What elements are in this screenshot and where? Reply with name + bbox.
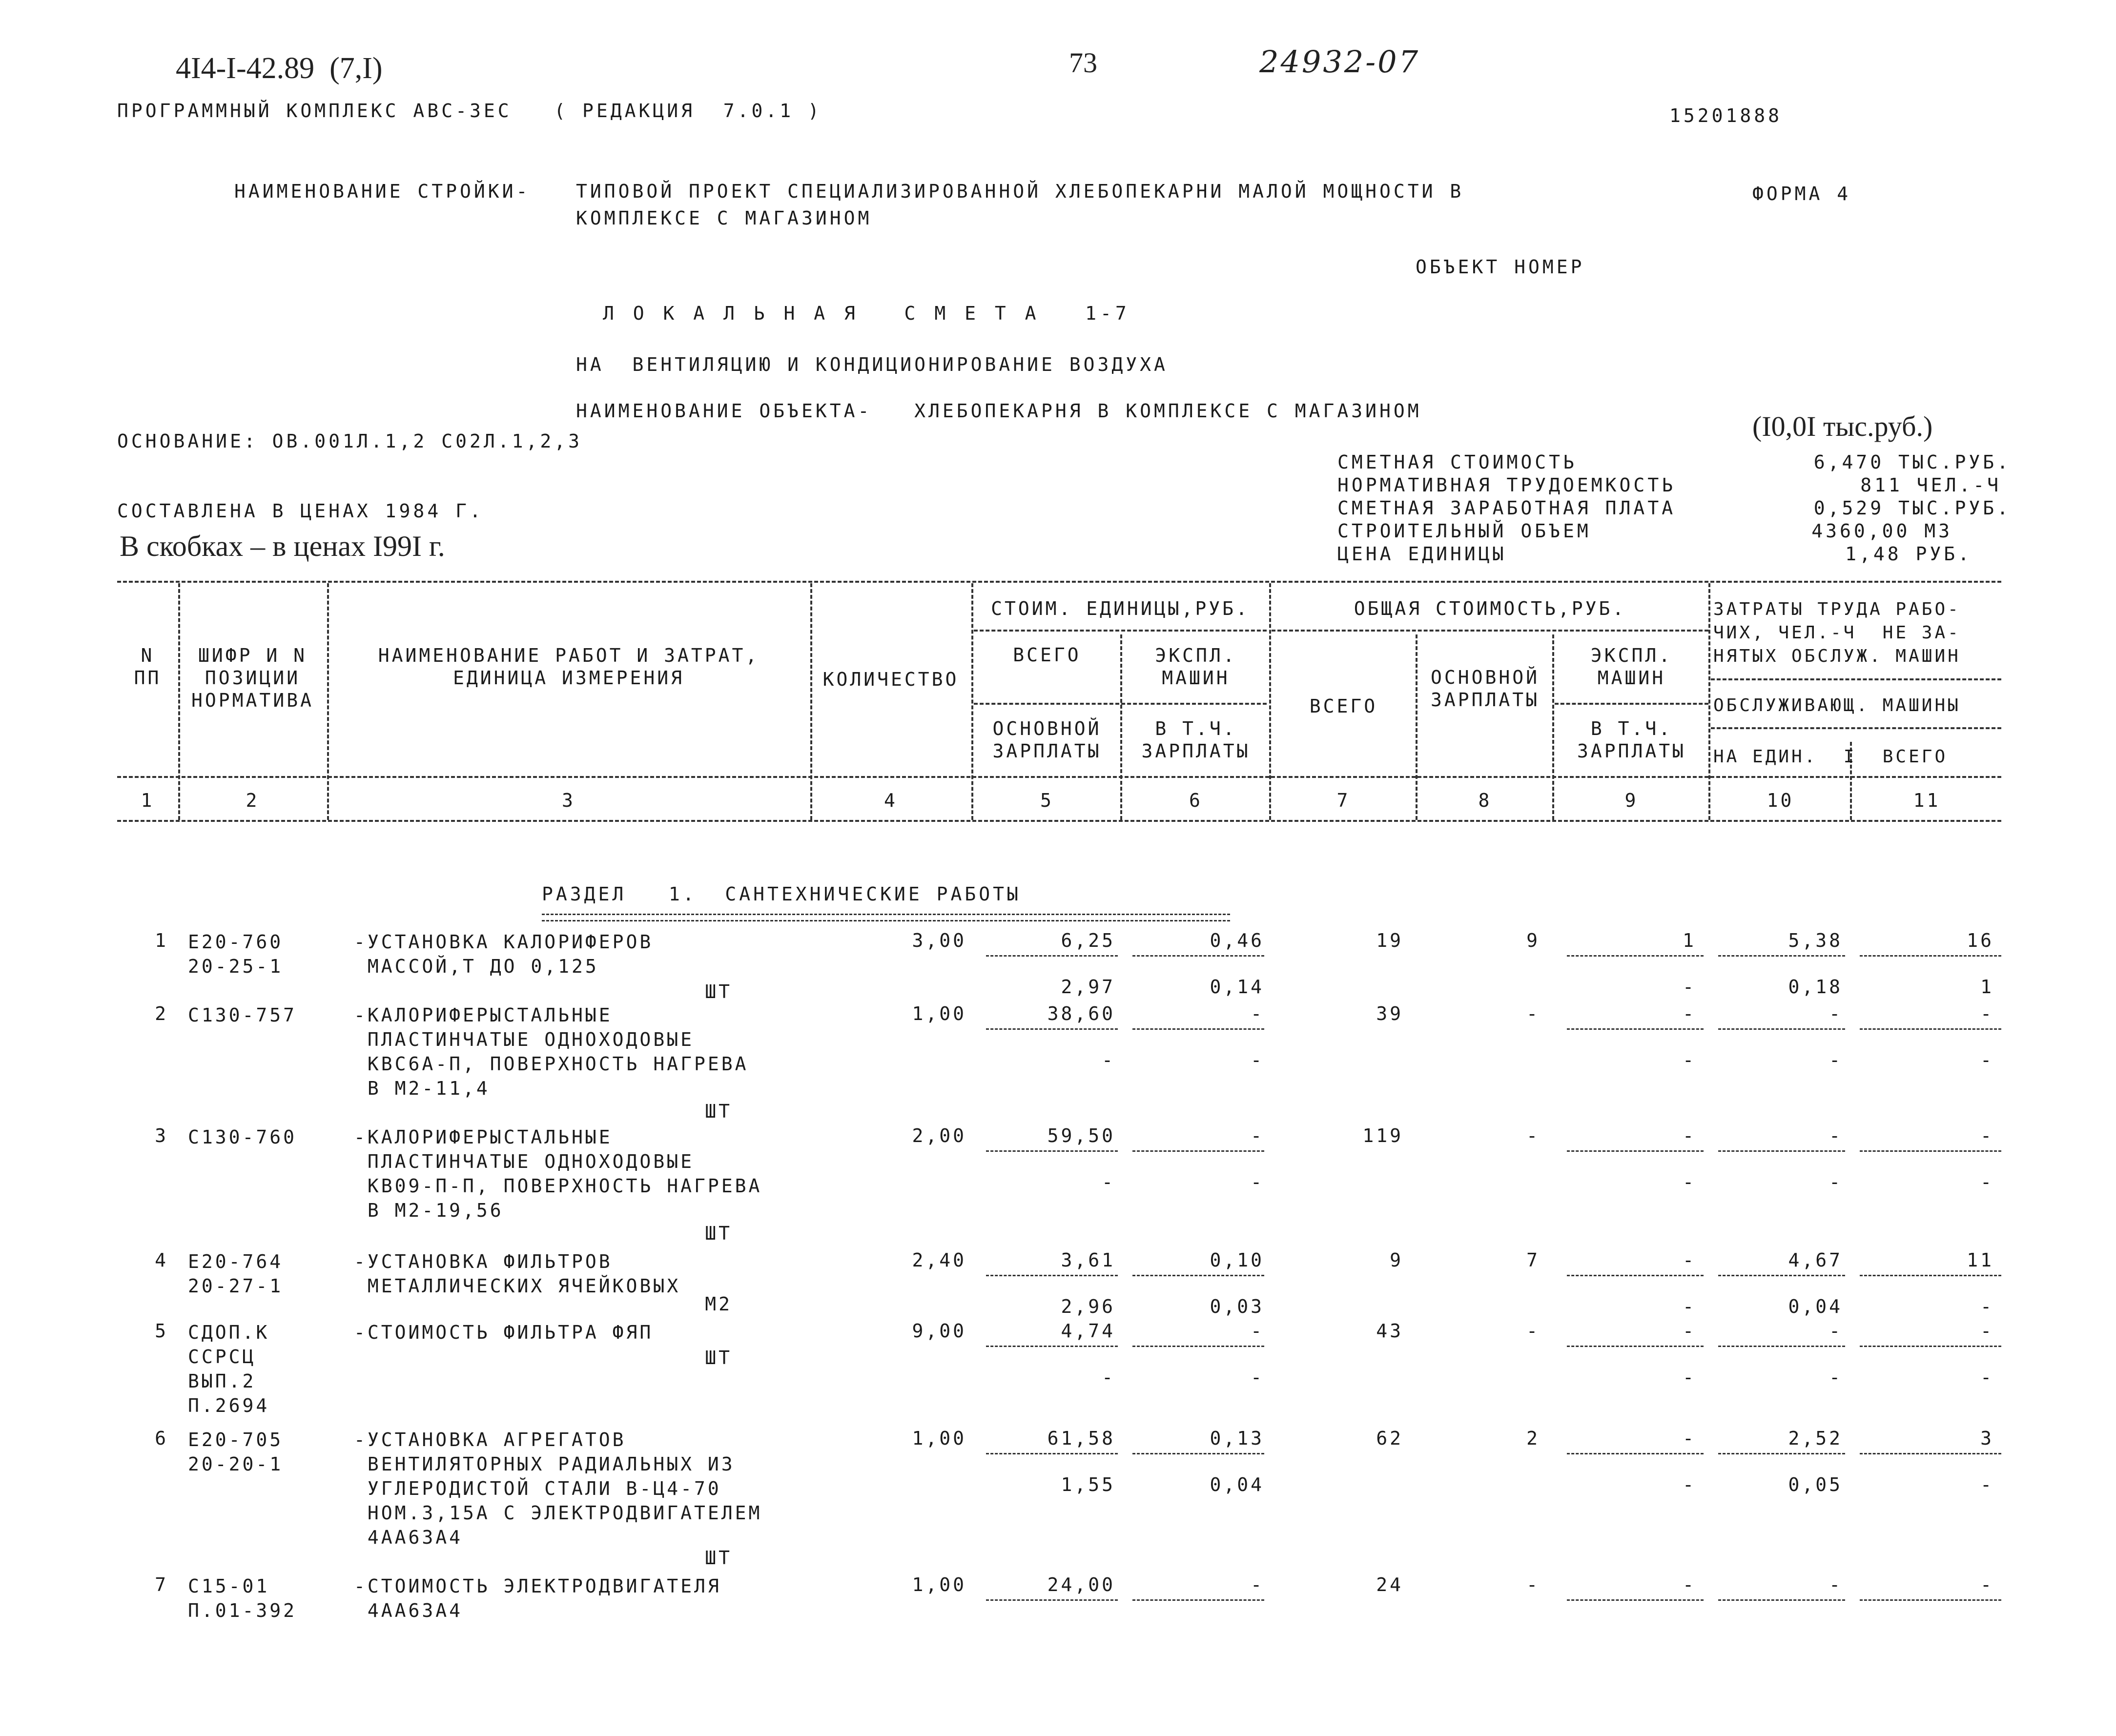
row-unit-wage: - [1102,1367,1115,1388]
section-underline [542,914,1230,921]
total-1991-note: (I0,0I тыс.руб.) [1752,410,1933,442]
unit-cost-rule [974,630,1267,632]
col-header-6b: В Т.Ч. ЗАРПЛАТЫ [1141,718,1251,762]
row-labor-machine-total: 1 [1980,976,1994,998]
col-header-unit-cost: СТОИМ. ЕДИНИЦЫ,РУБ. [991,598,1250,619]
cell-rule [986,1346,1118,1347]
row-unit: ШТ [705,1347,732,1368]
row-unit-machine: 0,10 [1210,1249,1264,1271]
summary-value: 6,470 ТЫС.РУБ. [1813,451,2011,473]
col-header-name: НАИМЕНОВАНИЕ РАБОТ И ЗАТРАТ, ЕДИНИЦА ИЗМЕРЕНИЯ [378,645,760,689]
row-unit-wage: 2,97 [1061,976,1115,998]
row-unit-machine-wage: 0,04 [1210,1474,1264,1495]
row-labor-total: - [1980,1574,1994,1595]
row-total-machine: - [1683,1003,1696,1024]
col-header-n: N ПП [134,645,162,689]
col-sep [327,583,329,820]
row-unit-total: 38,60 [1047,1003,1115,1024]
row-total-machine: 1 [1683,930,1696,951]
col-number: 9 [1624,790,1639,811]
row-code: СДОП.К ССРСЦ ВЫП.2 П.2694 [188,1322,270,1416]
summary-value: 4360,00 М3 [1811,520,1952,542]
row-labor-unit: 5,38 [1788,930,1843,951]
row-unit-machine: - [1251,1003,1264,1024]
row-unit-wage: 1,55 [1061,1474,1115,1495]
row-total-machine-wage: - [1683,1474,1696,1495]
cell-rule [1132,1453,1264,1454]
row-name: -СТОИМОСТЬ ЭЛЕКТРОДВИГАТЕЛЯ 4АА63А4 [354,1575,721,1621]
row-total-wage: - [1526,1125,1540,1146]
row-name: -УСТАНОВКА АГРЕГАТОВ ВЕНТИЛЯТОРНЫХ РАДИАЛЬНЫХ ИЗ УГЛЕРОДИСТОЙ СТАЛИ В-Ц4-70 НОМ.3,15А С ЭЛЕКТРОДВИГАТЕЛЕМ 4АА63А4 [354,1429,762,1548]
row-unit: ШТ [705,981,732,1002]
cell-rule [1860,1150,2001,1152]
col-sep [1708,583,1710,820]
row-number: 2 [155,1003,168,1024]
summary-value: 0,529 ТЫС.РУБ. [1813,497,2011,519]
row-name: -УСТАНОВКА КАЛОРИФЕРОВ МАССОЙ,Т ДО 0,125 [354,931,654,977]
row-labor-unit: - [1829,1003,1843,1024]
page-number: 73 [1069,47,1097,79]
cell-rule [1860,955,2001,957]
row-number: 3 [155,1125,168,1146]
handwritten-number: 24932-07 [1259,44,1420,80]
row-unit-machine-wage: 0,03 [1210,1296,1264,1317]
cell-rule [986,1028,1118,1030]
summary-label: ЦЕНА ЕДИНИЦЫ [1337,543,1507,565]
cell-rule [1567,1599,1704,1601]
row-total-machine: - [1683,1320,1696,1342]
row-labor-total: - [1980,1125,1994,1146]
cell-rule [1860,1275,2001,1276]
estimate-subject: НА ВЕНТИЛЯЦИЮ И КОНДИЦИОНИРОВАНИЕ ВОЗДУХА [576,354,1168,375]
row-unit-wage: - [1102,1049,1115,1071]
row-labor-machine-unit: 0,05 [1788,1474,1843,1495]
row-total-wage: 9 [1526,930,1540,951]
col-number: 6 [1189,790,1203,811]
row-total: 62 [1376,1428,1403,1449]
cell-rule [1860,1599,2001,1601]
row-unit: М2 [705,1293,732,1315]
row-unit-total: 6,25 [1061,930,1115,951]
number-row-rule [117,820,2001,822]
row-unit-total: 61,58 [1047,1428,1115,1449]
summary-value: 811 ЧЕЛ.-Ч [1860,474,2001,496]
labor-rule-2 [1711,727,2001,729]
unit-cost-sub-rule [974,703,1267,705]
cell-rule [1132,1599,1264,1601]
cell-rule [1132,1028,1264,1030]
row-total-wage: 2 [1526,1428,1540,1449]
total-cost-rule [1272,630,1708,632]
col-sep [1120,634,1122,820]
row-unit-machine: 0,13 [1210,1428,1264,1449]
row-labor-machine-total: - [1980,1296,1994,1317]
row-number: 6 [155,1428,168,1449]
cell-rule [986,1599,1118,1601]
col-sep [971,583,973,820]
row-unit-machine-wage: 0,14 [1210,976,1264,998]
row-qty: 2,00 [912,1125,966,1146]
col-number: 2 [246,790,260,811]
col-header-qty: КОЛИЧЕСТВО [822,669,959,690]
cell-rule [1567,1346,1704,1347]
row-number: 5 [155,1320,168,1342]
row-total-machine: - [1683,1125,1696,1146]
row-unit-machine: - [1251,1125,1264,1146]
row-unit-machine-wage: - [1251,1367,1264,1388]
row-qty: 3,00 [912,930,966,951]
col-header-7: ВСЕГО [1309,695,1378,717]
summary-label: НОРМАТИВНАЯ ТРУДОЕМКОСТЬ [1337,474,1676,496]
row-name: -СТОИМОСТЬ ФИЛЬТРА ФЯП [354,1322,654,1343]
prices-1984: СОСТАВЛЕНА В ЦЕНАХ 1984 Г. [117,500,484,522]
row-qty: 9,00 [912,1320,966,1342]
basis-line: ОСНОВАНИЕ: ОВ.001Л.1,2 С02Л.1,2,3 [117,430,582,452]
row-total-machine-wage: - [1683,976,1696,998]
row-unit-machine-wage: - [1251,1171,1264,1193]
row-total-wage: - [1526,1003,1540,1024]
object-number: ОБЪЕКТ НОМЕР [1416,256,1585,278]
row-labor-machine-unit: - [1829,1171,1843,1193]
col-number: 8 [1478,790,1492,811]
row-labor-machine-unit: - [1829,1049,1843,1071]
row-name: -КАЛОРИФЕРЫСТАЛЬНЫЕ ПЛАСТИНЧАТЫЕ ОДНОХОДОВЫЕ КВС6А-П, ПОВЕРХНОСТЬ НАГРЕВА В М2-11,4 [354,1004,749,1099]
cell-rule [1132,955,1264,957]
cell-rule [986,955,1118,957]
row-total: 24 [1376,1574,1403,1595]
col-header-9a: ЭКСПЛ. МАШИН [1590,645,1673,689]
cell-rule [1718,1150,1845,1152]
col-header-9b: В Т.Ч. ЗАРПЛАТЫ [1577,718,1686,762]
col-number: 11 [1913,790,1941,811]
row-labor-unit: - [1829,1320,1843,1342]
cell-rule [1567,1028,1704,1030]
row-total-machine-wage: - [1683,1296,1696,1317]
col-number: 4 [884,790,898,811]
summary-value: 1,48 РУБ. [1845,543,1972,565]
cell-rule [986,1275,1118,1276]
cell-rule [1567,1275,1704,1276]
row-unit-machine: - [1251,1574,1264,1595]
estimate-title: Л О К А Л Ь Н А Я С М Е Т А 1-7 [603,303,1130,324]
row-labor-total: 16 [1967,930,1994,951]
row-qty: 2,40 [912,1249,966,1271]
cell-rule [1567,1453,1704,1454]
cell-rule [1718,1346,1845,1347]
row-code: С15-01 П.01-392 [188,1575,297,1621]
labor-rule-1 [1711,678,2001,680]
cell-rule [1718,955,1845,957]
row-unit: ШТ [705,1547,732,1569]
row-qty: 1,00 [912,1574,966,1595]
cell-rule [1718,1453,1845,1454]
cell-rule [1567,1150,1704,1152]
row-total-machine: - [1683,1574,1696,1595]
row-total-wage: - [1526,1320,1540,1342]
col-number: 10 [1767,790,1794,811]
col-number: 7 [1336,790,1351,811]
col-header-total-cost: ОБЩАЯ СТОИМОСТЬ,РУБ. [1354,598,1626,619]
summary-label: СМЕТНАЯ СТОИМОСТЬ [1337,451,1577,473]
cell-rule [1132,1275,1264,1276]
document-code: 4I4-I-42.89 (7,I) [176,52,383,85]
col-header-10a: ОБСЛУЖИВАЮЩ. МАШИНЫ [1713,695,1961,715]
row-code: С130-757 [188,1004,297,1026]
row-name: -КАЛОРИФЕРЫСТАЛЬНЫЕ ПЛАСТИНЧАТЫЕ ОДНОХОДОВЫЕ КВ09-П-П, ПОВЕРХНОСТЬ НАГРЕВА В М2-19,56 [354,1126,762,1221]
cell-rule [986,1453,1118,1454]
row-total-wage: - [1526,1574,1540,1595]
cell-rule [1132,1150,1264,1152]
form-label: ФОРМА 4 [1752,183,1851,204]
row-number: 1 [155,930,168,951]
object-name: НАИМЕНОВАНИЕ ОБЪЕКТА- ХЛЕБОПЕКАРНЯ В КОМПЛЕКСЕ С МАГАЗИНОМ [576,400,1422,422]
row-qty: 1,00 [912,1428,966,1449]
col-sep [1552,634,1554,820]
machine-sub-rule [1555,703,1708,705]
col-sep [810,583,812,820]
row-total: 19 [1376,930,1403,951]
row-total-machine-wage: - [1683,1049,1696,1071]
row-unit: ШТ [705,1101,732,1122]
col-header-6a: ЭКСПЛ. МАШИН [1155,645,1237,689]
row-code: Е20-764 20-27-1 [188,1251,284,1297]
row-code: Е20-705 20-20-1 [188,1429,284,1475]
construction-name-line-1: ТИПОВОЙ ПРОЕКТ СПЕЦИАЛИЗИРОВАННОЙ ХЛЕБОПЕКАРНИ МАЛОЙ МОЩНОСТИ В [576,181,1464,202]
col-header-10b: НА ЕДИН. I ВСЕГО [1713,747,1948,767]
col-header-labor: ЗАТРАТЫ ТРУДА РАБО- ЧИХ, ЧЕЛ.-Ч НЕ ЗА- НЯТЫХ ОБСЛУЖ. МАШИН [1713,599,1961,666]
cell-rule [1860,1453,2001,1454]
row-labor-unit: 4,67 [1788,1249,1843,1271]
cell-rule [1860,1028,2001,1030]
col-number: 1 [141,790,155,811]
row-unit: ШТ [705,1223,732,1244]
row-code: Е20-760 20-25-1 [188,931,284,977]
col-header-8: ОСНОВНОЙ ЗАРПЛАТЫ [1430,667,1540,711]
cell-rule [1718,1599,1845,1601]
row-number: 4 [155,1249,168,1271]
row-unit-wage: - [1102,1171,1115,1193]
row-labor-total: 3 [1980,1428,1994,1449]
row-total: 43 [1376,1320,1403,1342]
construction-name-line-2: КОМПЛЕКСЕ С МАГАЗИНОМ [576,207,872,229]
cell-rule [1132,1346,1264,1347]
row-total-machine-wage: - [1683,1171,1696,1193]
prices-1991-note: В скобках – в ценах I99I г. [120,530,445,562]
row-unit-total: 3,61 [1061,1249,1115,1271]
row-total-machine: - [1683,1428,1696,1449]
cell-rule [1860,1346,2001,1347]
header-bottom-rule [117,776,2001,778]
row-name: -УСТАНОВКА ФИЛЬТРОВ МЕТАЛЛИЧЕСКИХ ЯЧЕЙКОВЫХ [354,1251,681,1297]
row-labor-machine-total: - [1980,1049,1994,1071]
row-unit-wage: 2,96 [1061,1296,1115,1317]
row-labor-unit: 2,52 [1788,1428,1843,1449]
header-top-rule [117,581,2001,583]
row-labor-unit: - [1829,1574,1843,1595]
row-labor-machine-total: - [1980,1367,1994,1388]
cell-rule [1567,955,1704,957]
row-total-machine: - [1683,1249,1696,1271]
row-unit-machine: 0,46 [1210,930,1264,951]
row-unit-total: 4,74 [1061,1320,1115,1342]
row-qty: 1,00 [912,1003,966,1024]
row-labor-machine-unit: 0,18 [1788,976,1843,998]
col-header-5a: ВСЕГО [1013,644,1081,666]
col-number: 5 [1040,790,1054,811]
row-total-machine-wage: - [1683,1367,1696,1388]
summary-label: СМЕТНАЯ ЗАРАБОТНАЯ ПЛАТА [1337,497,1676,519]
row-labor-unit: - [1829,1125,1843,1146]
row-total: 119 [1362,1125,1403,1146]
col-header-code: ШИФР И N ПОЗИЦИИ НОРМАТИВА [191,645,314,711]
col-sep [1269,583,1271,820]
cell-rule [1718,1275,1845,1276]
date-code: 15201888 [1669,105,1783,126]
col-header-5b: ОСНОВНОЙ ЗАРПЛАТЫ [992,718,1102,762]
row-labor-machine-total: - [1980,1474,1994,1495]
row-labor-total: - [1980,1003,1994,1024]
summary-label: СТРОИТЕЛЬНЫЙ ОБЪЕМ [1337,520,1591,542]
row-labor-total: 11 [1967,1249,1994,1271]
row-number: 7 [155,1574,168,1595]
program-line: ПРОГРАММНЫЙ КОМПЛЕКС АВС-3ЕС ( РЕДАКЦИЯ 7.0.1 ) [117,100,822,122]
row-labor-machine-total: - [1980,1171,1994,1193]
row-unit-total: 24,00 [1047,1574,1115,1595]
col-sep [1416,634,1418,820]
row-total: 39 [1376,1003,1403,1024]
col-number: 3 [562,790,575,811]
row-labor-machine-unit: 0,04 [1788,1296,1843,1317]
section-title: РАЗДЕЛ 1. САНТЕХНИЧЕСКИЕ РАБОТЫ [542,883,1021,905]
row-labor-machine-unit: - [1829,1367,1843,1388]
row-unit-machine: - [1251,1320,1264,1342]
construction-label: НАИМЕНОВАНИЕ СТРОЙКИ- [234,181,531,202]
cell-rule [1718,1028,1845,1030]
row-unit-total: 59,50 [1047,1125,1115,1146]
row-total-wage: 7 [1526,1249,1540,1271]
row-unit-machine-wage: - [1251,1049,1264,1071]
cell-rule [986,1150,1118,1152]
row-total: 9 [1390,1249,1403,1271]
row-labor-total: - [1980,1320,1994,1342]
row-code: С130-760 [188,1126,297,1148]
